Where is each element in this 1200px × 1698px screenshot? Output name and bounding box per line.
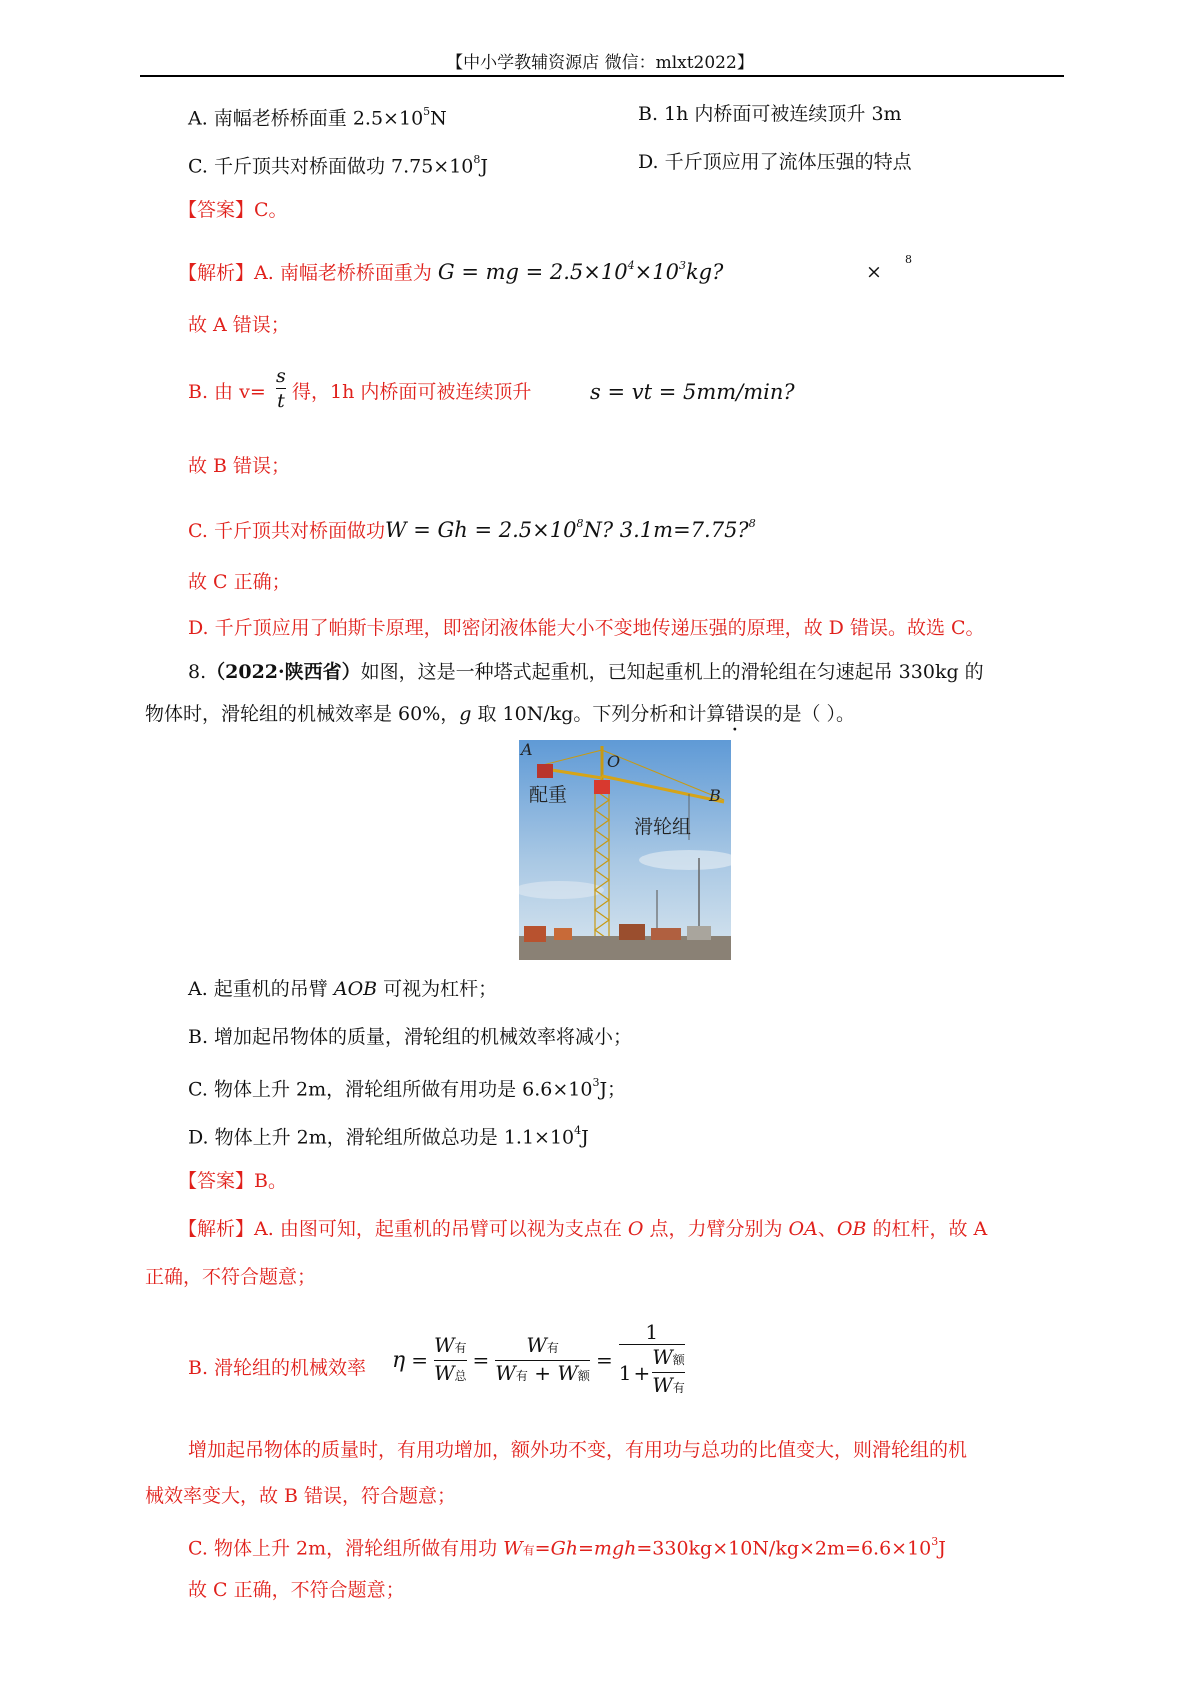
- q7-option-a: A. 南幅老桥桥面重 $2.5\times 10^5N$: [188, 105, 447, 130]
- q7-analysis-a-times: ×: [866, 261, 882, 283]
- crane-label-counterweight: 配重: [529, 784, 568, 806]
- q8-analysis-a-line2: 正确，不符合题意；: [145, 1266, 317, 1288]
- q8-analysis-b-line2: 增加起吊物体的质量时，有用功增加，额外功不变，有用功与总功的比值变大，则滑轮组的机: [188, 1439, 968, 1461]
- q7-analysis-c: C. 千斤顶共对桥面做功$W = Gh = 2.5\times 10^8N$? 3.1m=7.75?$^8$: [188, 517, 756, 542]
- q7-analysis-b-conclusion: 故 B 错误；: [188, 455, 291, 477]
- crane-photo: [519, 740, 731, 960]
- q7-formula-a: G = mg = $2.5\times 10^4\times 10^3kg$?: [437, 259, 724, 284]
- page-header: 【中小学教辅资源店 微信：mlxt2022】: [446, 53, 754, 73]
- q8-answer: 【答案】B。: [178, 1170, 287, 1192]
- crane-label-pulley: 滑轮组: [634, 816, 692, 838]
- crane-label-o: O: [607, 752, 621, 771]
- header-rule: [140, 75, 1064, 77]
- q7-analysis-a-conclusion: 故 A 错误；: [188, 314, 290, 336]
- q7-analysis-a-exp: 8: [905, 253, 912, 266]
- q7-formula-b: s = vt = 5mm/min?: [590, 380, 795, 404]
- q8-analysis-b-line3: 械效率变大，故 B 错误，符合题意；: [145, 1485, 457, 1507]
- q7-analysis-a: 【解析】A. 南幅老桥桥面重为 G = mg = $2.5\times 10^4\times 10^3kg$?: [178, 259, 724, 284]
- q8-option-b: B. 增加起吊物体的质量，滑轮组的机械效率将减小；: [188, 1026, 633, 1048]
- q7-option-d: D. 千斤顶应用了流体压强的特点: [638, 151, 912, 173]
- q8-stem-line1: 8.（2022·陕西省）如图，这是一种塔式起重机，已知起重机上的滑轮组在匀速起吊 330kg 的: [188, 661, 984, 683]
- crane-label-b: B: [709, 786, 721, 805]
- q7-option-c: C. 千斤顶共对桥面做功 $7.75\times 10^8J$: [188, 153, 489, 178]
- q7-analysis-b-2: 得，1h 内桥面可被连续顶升: [292, 381, 532, 403]
- q8-efficiency-formula: η = $\frac{\text{W有}}{\text{W总}}$ = $\frac{\text{W有}}{\text{W有 + W额}}$ = 1 1 + $\frac{\text{W额}}{\text{W有}}$: [392, 1320, 685, 1397]
- q7-analysis-d: D. 千斤顶应用了帕斯卡原理，即密闭液体能大小不变地传递压强的原理，故 D 错误。故选 C。: [188, 617, 985, 639]
- q8-option-c: C. 物体上升 2m，滑轮组所做有用功是 $6.6\times 10^3J$；: [188, 1076, 627, 1101]
- q7-formula-c: $W = Gh = 2.5\times 10^8N$? 3.1m=7.75?$^8$: [384, 517, 756, 542]
- emphasis-wrong: 错误: [725, 703, 764, 725]
- q8-stem-line2: 物体时，滑轮组的机械效率是 60%，g 取 10N/kg。下列分析和计算错误的是（ ）。: [145, 703, 855, 725]
- q7-option-b: B. 1h 内桥面可被连续顶升 3m: [638, 103, 902, 125]
- crane-label-a: A: [521, 740, 533, 759]
- q8-analysis-b-label: B. 滑轮组的机械效率: [188, 1357, 367, 1379]
- q7-fraction-s-t: s t: [276, 365, 286, 412]
- q8-analysis-c: C. 物体上升 2m，滑轮组所做有用功 W有$=Gh=mgh=330kg\times 10N/kg\times 2m=6.6\times 10^3J$: [188, 1535, 946, 1560]
- q7-analysis-b: B. 由 v=: [188, 381, 266, 403]
- q8-option-d: D. 物体上升 2m，滑轮组所做总功是 $1.1\times 10^4J$: [188, 1124, 589, 1149]
- q8-analysis-c-conclusion: 故 C 正确，不符合题意；: [188, 1579, 405, 1601]
- crane-illustration: [519, 740, 731, 960]
- q8-analysis-a-line1: 【解析】A. 由图可知，起重机的吊臂可以视为支点在 O 点，力臂分别为 OA、OB 的杠杆，故 A: [178, 1218, 988, 1240]
- q7-analysis-c-conclusion: 故 C 正确；: [188, 571, 291, 593]
- q8-option-a: A. 起重机的吊臂 AOB 可视为杠杆；: [188, 978, 498, 1000]
- q7-answer: 【答案】C。: [178, 199, 288, 221]
